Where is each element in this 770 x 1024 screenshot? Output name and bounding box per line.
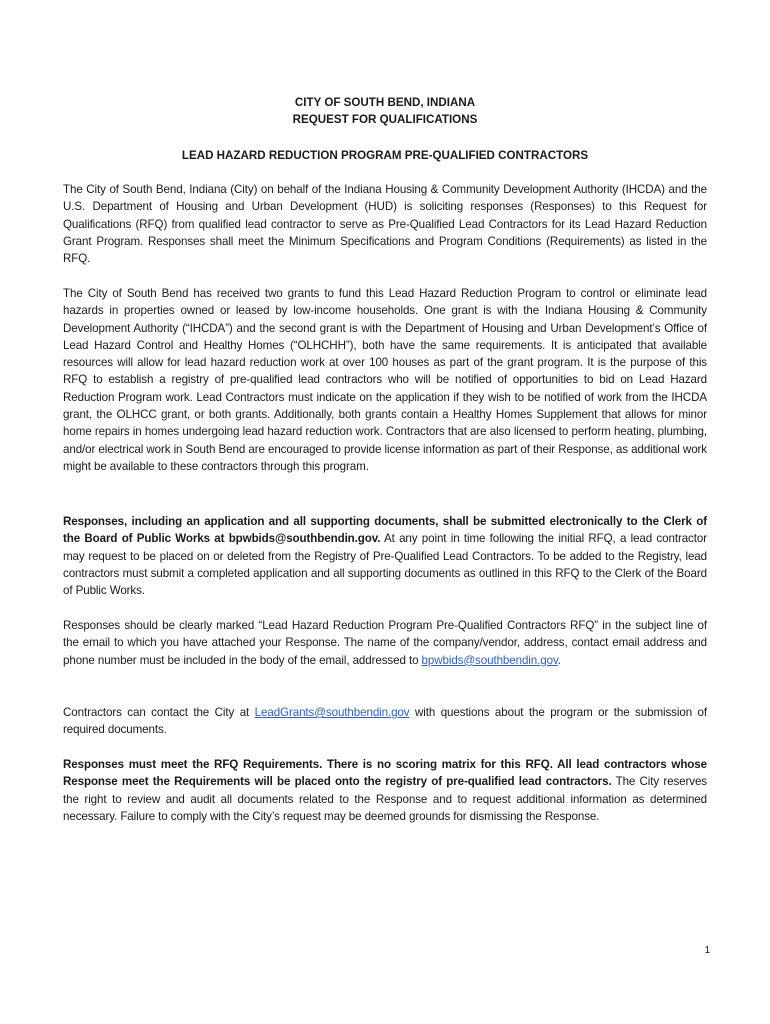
requirements-bold-text: Responses must meet the RFQ Requirements. There is no scoring matrix for this RFQ. All lead contractors whose Response meet the Requirements will be placed onto the registry of pre-qualified lead contractors.: [63, 758, 707, 789]
paragraph-marking: [63, 617, 707, 669]
program-title: LEAD HAZARD REDUCTION PROGRAM PRE-QUALIFIED CONTRACTORS: [181, 149, 589, 162]
paragraph-intro: The City of South Bend, Indiana (City) on behalf of the Indiana Housing & Community Development Authority (IHCDA) and the U.S. Department of Housing and Urban Development (HUD) is soliciting responses (Responses) to this Request for Qualifications (RFQ) from qualified lead contractor to serve as Pre-Qualified Lead Contractors for its Lead Hazard Reduction Grant Program. Responses shall meet the Minimum Specifications and Program Conditions (Requirements) as listed in the RFQ.: [63, 183, 707, 266]
submission-bold-text: Responses, including an application and all supporting documents, shall be submitted electronically to the Clerk of the Board of Public Works at bpwbids@southbendin.gov.: [63, 515, 707, 546]
paragraph-submission: [63, 513, 707, 599]
submission-text: At any point in time following the initial RFQ, a lead contractor may request to be placed on or deleted from the Registry of Pre-Qualified Lead Contractors. To be added to the Registry, lead contractors must submit a completed application and all supporting documents as outlined in this RFQ to the Clerk of the Board of Public Works.: [63, 532, 707, 598]
paragraph-requirements: [63, 756, 707, 825]
header-rfq: REQUEST FOR QUALIFICATIONS: [292, 113, 478, 126]
marking-text: Responses should be clearly marked “Lead Hazard Reduction Program Pre-Qualified Contractors RFQ” in the subject line of the email to which you have attached your Response. The name of the company/vendor, address, contact email address and phone number must be included in the body of the email, addressed to: [63, 619, 707, 667]
contact-end: with questions about the program or the submission of required documents.: [63, 706, 707, 737]
requirements-text: The City reserves the right to review and audit all documents related to the Response and to request additional information as determined necessary. Failure to comply with the City’s request may be deemed grounds for dismissing the Response.: [63, 775, 707, 823]
bpwbids-email-link[interactable]: bpwbids@southbendin.gov: [421, 653, 558, 667]
header-city: CITY OF SOUTH BEND, INDIANA: [294, 96, 476, 109]
leadgrants-email-link[interactable]: LeadGrants@southbendin.gov: [254, 706, 410, 719]
marking-end: .: [557, 653, 561, 667]
paragraph-grants: The City of South Bend has received two grants to fund this Lead Hazard Reduction Program to control or eliminate lead hazards in properties owned or leased by low-income households. One grant is with the Indiana Housing & Community Development Authority (“IHCDA”) and the second grant is with the Department of Housing and Urban Development’s Office of Lead Hazard Control and Healthy Homes (“OLHCHH”), both have the same requirements. It is anticipated that available resources will allow for lead hazard reduction work at over 100 houses as part of the grant program. It is the purpose of this RFQ to establish a registry of pre-qualified lead contractors who will be notified of opportunities to bid on Lead Hazard Reduction Program work. Lead Contractors must indicate on the application if they wish to be notified of work from the IHCDA grant, the OLHCC grant, or both grants. Additionally, both grants contain a Healthy Homes Supplement that allows for minor home repairs in homes undergoing lead hazard reduction work. Contractors that are also licensed to perform heating, plumbing, and/or electrical work in South Bend are encouraged to provide license information as part of their Response, as additional work might be available to these contractors through this program.: [63, 287, 707, 473]
page-number: 1: [704, 945, 710, 956]
document-header: [0, 94, 770, 128]
paragraph-contact: [63, 704, 707, 739]
contact-text: Contractors can contact the City at: [63, 706, 255, 719]
